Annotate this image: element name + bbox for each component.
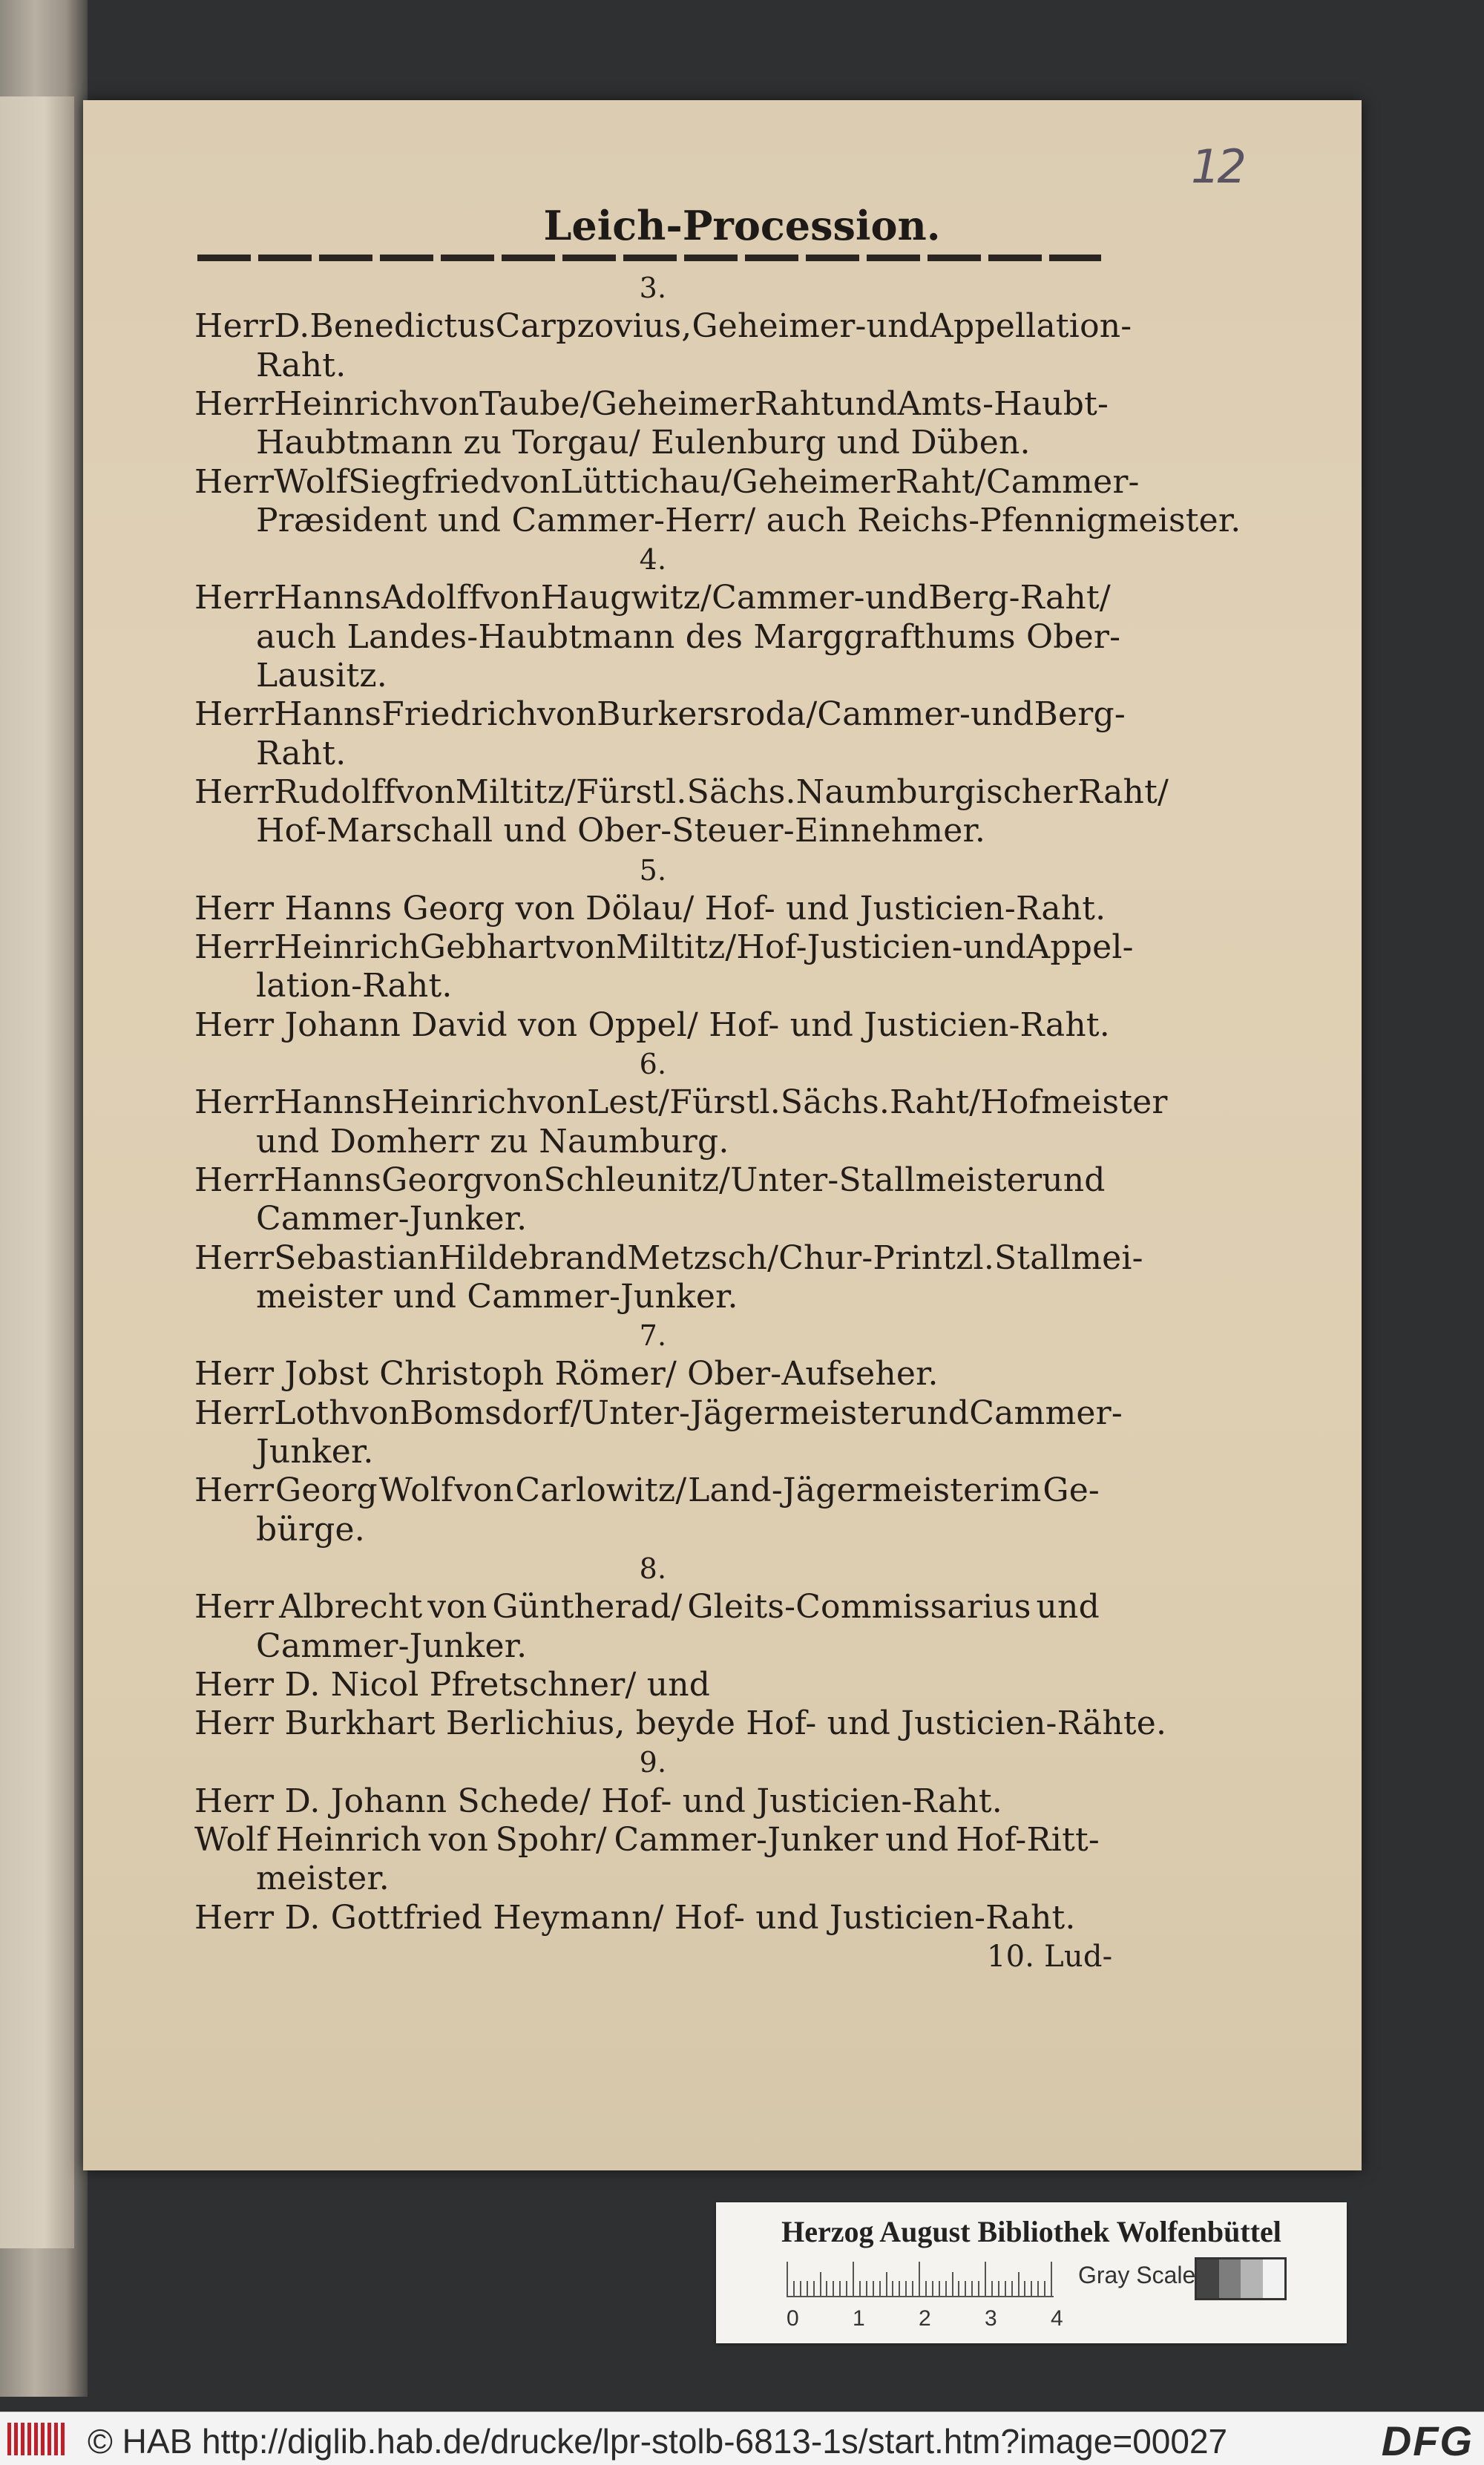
ruler-tick — [932, 2281, 933, 2296]
word: Berg- — [1034, 695, 1126, 734]
word: Berg-Raht/ — [928, 579, 1111, 617]
word: von — [428, 1821, 489, 1859]
word: und — [864, 579, 929, 617]
word: Lest/ — [586, 1083, 670, 1122]
word: Herr — [194, 307, 275, 346]
text-line: Raht. — [256, 734, 347, 772]
word: Taube/ — [479, 384, 591, 423]
word: Hof-Ritt- — [956, 1821, 1100, 1859]
word: Metzsch/ — [627, 1238, 779, 1277]
word: Hanns — [274, 579, 382, 617]
ruler-tick — [1024, 2281, 1025, 2296]
text-line: bürge. — [256, 1510, 365, 1549]
ruler-tick — [793, 2281, 795, 2296]
word: und — [971, 695, 1034, 734]
word: Herr — [194, 1394, 275, 1432]
word: Cammer- — [969, 1394, 1123, 1432]
ruler-tick — [952, 2272, 953, 2296]
folio-number: 12 — [1191, 140, 1244, 194]
text-line: meister. — [256, 1860, 390, 1898]
word: Schleunitz/ — [543, 1161, 731, 1199]
word: Wolf — [274, 462, 349, 501]
word: Bomsdorf/ — [410, 1394, 582, 1432]
text-line: Raht. — [256, 346, 347, 384]
ruler-tick — [1044, 2281, 1045, 2296]
text-line: Herr Burkhart Berlichius, beyde Hof- und Justicien-Rähte. — [194, 1704, 1167, 1743]
text-line: lation-Raht. — [256, 967, 453, 1005]
word: von — [556, 928, 617, 967]
ruler-tick — [971, 2281, 973, 2296]
ruler-tick — [945, 2281, 947, 2296]
section-number: 4. — [639, 543, 667, 577]
word: und — [885, 1821, 949, 1859]
word: Cammer-Junker — [614, 1821, 879, 1859]
word: Herr — [194, 1588, 275, 1627]
ruler-tick — [859, 2281, 861, 2296]
word: von — [427, 1588, 487, 1627]
word: von — [419, 384, 480, 423]
word: Herr — [194, 462, 275, 501]
ruler-tick — [919, 2262, 920, 2296]
word: Albrecht — [279, 1588, 423, 1627]
word: Appellation- — [930, 307, 1132, 346]
ruler-tick — [1005, 2281, 1006, 2296]
text-line: Herr D. Johann Schede/ Hof- und Justicien-Raht. — [194, 1782, 1002, 1820]
word: Siegfried — [348, 462, 501, 501]
ruler-tick — [985, 2262, 986, 2296]
word: Rudolff — [274, 772, 396, 811]
text-line — [194, 384, 1109, 424]
word: von — [484, 1161, 544, 1199]
ruler-tick — [879, 2281, 881, 2296]
text-line: Herr Jobst Christoph Römer/ Ober-Aufseher. — [194, 1355, 939, 1394]
text-line — [194, 1394, 1123, 1433]
word: Wolf — [378, 1471, 453, 1510]
word: Cammer- — [985, 462, 1140, 501]
word: von — [527, 1083, 587, 1122]
word: Herr — [194, 1083, 275, 1122]
word: Fürstl. — [576, 772, 687, 811]
word: Geheimer — [591, 384, 755, 423]
word: Herr — [194, 928, 275, 967]
ruler-tick — [991, 2281, 993, 2296]
word: Spohr/ — [495, 1821, 607, 1859]
word: von — [454, 1471, 514, 1510]
dfg-logo: DFG — [1381, 2418, 1474, 2464]
word: Herr — [194, 1161, 275, 1199]
text-line — [194, 1821, 1100, 1860]
ruler-tick — [925, 2281, 927, 2296]
section-number: 6. — [639, 1048, 667, 1080]
word: Hildebrand — [438, 1238, 628, 1277]
ruler-tick — [958, 2281, 959, 2296]
word: Hof- — [736, 928, 807, 967]
word: Sächs. — [686, 772, 796, 811]
ruler-tick — [800, 2281, 801, 2296]
ruler-tick — [1011, 2281, 1013, 2296]
word: und — [866, 307, 930, 346]
word: Haugwitz/ — [540, 579, 712, 617]
ruler-tick — [833, 2281, 834, 2296]
text-line — [194, 579, 1111, 617]
ruler-tick — [787, 2262, 788, 2296]
gray-scale-label: Gray Scale — [1078, 2262, 1196, 2288]
text-line — [194, 307, 1132, 346]
page-heading: Leich-Procession. — [543, 202, 941, 249]
text-line — [194, 695, 1126, 734]
ruler-tick — [846, 2281, 847, 2296]
word: und — [962, 928, 1027, 967]
word: Heinrich — [275, 1821, 422, 1859]
word: Hanns — [274, 1083, 382, 1122]
word: Herr — [194, 1238, 275, 1277]
word: Carpzovius, — [495, 307, 692, 346]
word: Lüttichau/ — [560, 462, 732, 501]
text-line — [194, 928, 1134, 967]
text-line — [194, 1471, 1100, 1510]
word: Loth — [274, 1394, 350, 1432]
word: Hanns — [274, 1161, 382, 1199]
word: Cammer- — [712, 579, 865, 617]
ruler-number: 0 — [787, 2306, 799, 2331]
word: Raht/ — [1077, 772, 1169, 811]
text-line: auch Landes-Haubtmann des Marggrafthums Ober- — [256, 617, 1121, 656]
word: Güntherad/ — [492, 1588, 683, 1627]
ruler-tick — [873, 2281, 874, 2296]
word: von — [481, 579, 541, 617]
text-line: Cammer-Junker. — [256, 1627, 528, 1665]
word: Naumburgischer — [795, 772, 1078, 811]
section-number: 9. — [639, 1746, 667, 1779]
word: Unter-Stallmeister — [730, 1161, 1043, 1199]
word: und — [905, 1394, 970, 1432]
ruler-tick — [813, 2281, 815, 2296]
text-line: Herr D. Nicol Pfretschner/ und — [194, 1665, 711, 1704]
ruler-tick — [807, 2281, 808, 2296]
word: Raht/ — [890, 1083, 981, 1122]
text-line: Herr Hanns Georg von Dölau/ Hof- und Justicien-Raht. — [194, 889, 1106, 928]
text-line: 10. Lud- — [987, 1939, 1113, 1974]
ruler-tick — [1018, 2272, 1020, 2296]
ruler-tick — [826, 2281, 827, 2296]
word: Georg — [381, 1161, 485, 1199]
word: Sebastian — [274, 1238, 439, 1277]
word: Stallmei- — [994, 1238, 1143, 1277]
word: Georg — [275, 1471, 378, 1510]
word: Miltitz/ — [616, 928, 737, 967]
ruler-tick — [886, 2272, 887, 2296]
word: von — [536, 695, 597, 734]
word: Raht/ — [895, 462, 986, 501]
word: Herr — [194, 772, 275, 811]
ruler-tick — [839, 2281, 841, 2296]
word: von — [501, 462, 561, 501]
text-line: Haubtmann zu Torgau/ Eulenburg und Düben. — [256, 424, 1031, 462]
ruler-number: 4 — [1051, 2306, 1063, 2331]
ruler-tick — [965, 2281, 966, 2296]
word: Cammer- — [817, 695, 971, 734]
section-number: 3. — [639, 272, 667, 304]
word: Ge- — [1043, 1471, 1100, 1510]
text-line: Cammer-Junker. — [256, 1200, 528, 1238]
section-number: 5. — [639, 853, 667, 887]
ruler-tick — [1037, 2281, 1039, 2296]
ruler-tick — [939, 2281, 940, 2296]
text-line — [194, 1083, 1168, 1122]
footer-source-link[interactable]: © HAB http://diglib.hab.de/drucke/lpr-stolb-6813-1s/start.htm?image=00027 — [88, 2422, 1228, 2461]
ruler-tick — [853, 2262, 854, 2296]
word: Chur-Printzl. — [778, 1238, 995, 1277]
word: D. — [274, 307, 310, 346]
word: Friedrich — [381, 695, 537, 734]
word: Heinrich — [381, 1083, 528, 1122]
text-line: Junker. — [256, 1433, 374, 1471]
text-line: Herr Johann David von Oppel/ Hof- und Justicien-Raht. — [194, 1005, 1110, 1044]
ruler-tick — [998, 2281, 999, 2296]
word: Appel- — [1026, 928, 1134, 967]
gray-scale-swatch — [1195, 2257, 1287, 2300]
word: Gebhart — [419, 928, 556, 967]
section-number: 7. — [639, 1319, 667, 1353]
word: Land-Jägermeister — [688, 1471, 999, 1510]
word: im — [999, 1471, 1042, 1510]
scale-ruler — [787, 2259, 1054, 2297]
word: Amts-Haubt- — [897, 384, 1109, 423]
ruler-number: 2 — [919, 2306, 931, 2331]
hab-logo-icon — [7, 2423, 67, 2455]
text-line — [194, 1238, 1143, 1278]
word: Geheimer- — [692, 307, 867, 346]
ruler-tick — [866, 2281, 867, 2296]
library-name: Herzog August Bibliothek Wolfenbüttel — [781, 2215, 1281, 2248]
text-line: meister und Cammer-Junker. — [256, 1277, 738, 1316]
word: Raht — [754, 384, 835, 423]
word: Herr — [194, 384, 275, 423]
word: Geheimer — [732, 462, 896, 501]
text-line — [194, 462, 1140, 502]
section-number: 8. — [639, 1552, 667, 1585]
word: Herr — [194, 695, 275, 734]
word: Herr — [194, 1471, 275, 1510]
word: und — [1036, 1588, 1100, 1627]
word: von — [395, 772, 456, 811]
ruler-tick — [912, 2281, 913, 2296]
word: Gleits-Commissarius — [687, 1588, 1031, 1627]
text-line: und Domherr zu Naumburg. — [256, 1122, 729, 1161]
word: und — [1042, 1161, 1106, 1199]
word: Heinrich — [274, 928, 420, 967]
word: Carlowitz/ — [515, 1471, 687, 1510]
word: Unter-Jägermeister — [581, 1394, 906, 1432]
word: Hanns — [274, 695, 382, 734]
ruler-tick — [899, 2281, 900, 2296]
ruler-number: 3 — [985, 2306, 997, 2331]
word: Burkersroda/ — [597, 695, 818, 734]
ruler-number: 1 — [853, 2306, 865, 2331]
word: Hofmeister — [980, 1083, 1168, 1122]
text-line — [194, 1588, 1100, 1627]
text-line: Hof-Marschall und Ober-Steuer-Einnehmer. — [256, 812, 986, 850]
footer-bar — [0, 2412, 1484, 2465]
word: Justicien- — [807, 928, 963, 967]
word: Herr — [194, 579, 275, 617]
text-line: Lausitz. — [256, 657, 387, 695]
text-line — [194, 772, 1169, 812]
word: von — [349, 1394, 410, 1432]
ruler-tick — [1051, 2262, 1052, 2296]
word: Benedictus — [309, 307, 496, 346]
ruler-tick — [1031, 2281, 1032, 2296]
ruler-tick — [892, 2281, 893, 2296]
word: und — [834, 384, 898, 423]
ruler-tick — [820, 2272, 821, 2296]
text-line: Herr D. Gottfried Heymann/ Hof- und Justicien-Raht. — [194, 1898, 1076, 1937]
ruler-tick — [978, 2281, 979, 2296]
library-color-card — [716, 2202, 1347, 2343]
word: Miltitz/ — [455, 772, 576, 811]
word: Heinrich — [274, 384, 420, 423]
word: Sächs. — [780, 1083, 890, 1122]
word: Adolff — [381, 579, 482, 617]
text-line — [194, 1161, 1106, 1200]
text-line: Præsident und Cammer-Herr/ auch Reichs-Pfennigmeister. — [256, 501, 1241, 539]
ruler-tick — [905, 2281, 907, 2296]
word: Fürstl. — [669, 1083, 781, 1122]
word: Wolf — [194, 1821, 269, 1859]
